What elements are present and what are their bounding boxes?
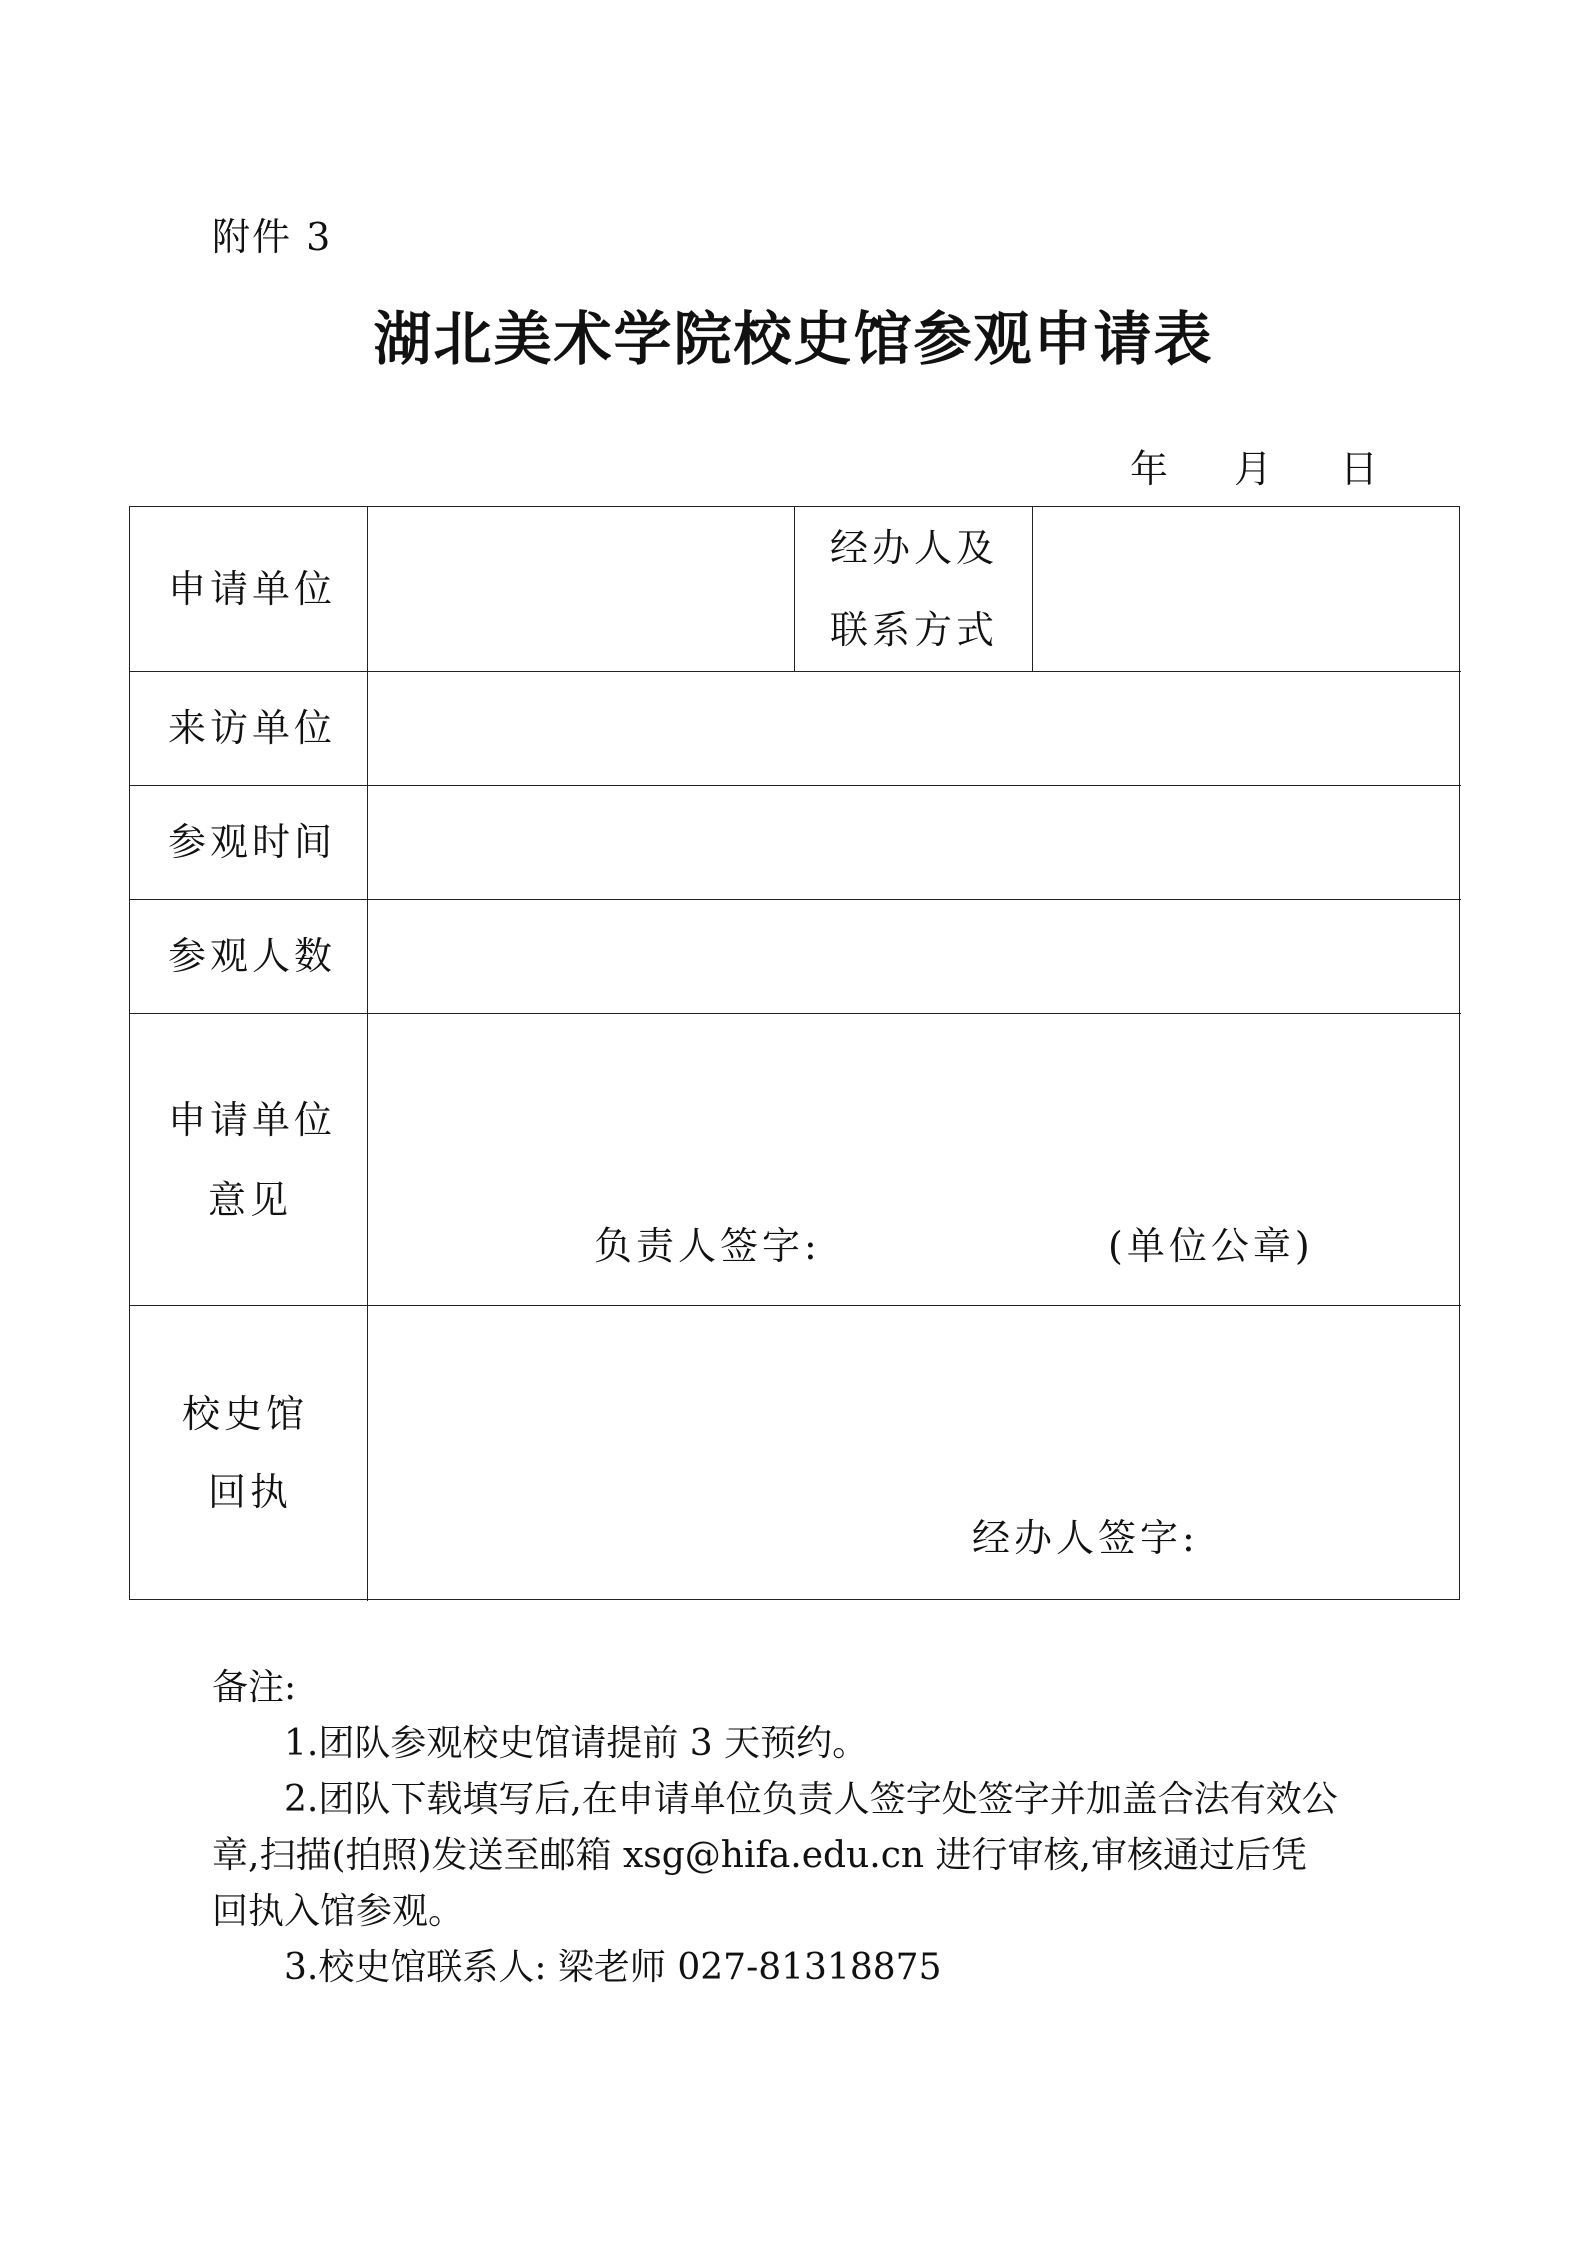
visitor-count-field[interactable] [370,902,1459,1012]
visit-time-label: 参观时间 [168,820,337,864]
receipt-field[interactable] [370,1308,1459,1599]
row-divider [130,671,1461,672]
unit-seal-label: (单位公章) [1108,1224,1314,1268]
visit-time-field[interactable] [370,788,1459,898]
attachment-label: 附件 3 [212,215,333,259]
row-divider [130,1013,1461,1014]
opinion-label-line2: 意见 [208,1178,293,1222]
receipt-label-line1: 校史馆 [182,1392,309,1436]
visiting-unit-label: 来访单位 [168,706,337,750]
applicant-unit-label: 申请单位 [168,567,337,611]
note-item-2-line3: 回执入馆参观。 [212,1891,465,1932]
column-divider [794,507,795,671]
contact-label-line2: 联系方式 [830,608,999,652]
date-month-label: 月 [1234,447,1273,491]
notes-section [212,1660,1392,1996]
date-day-label: 日 [1340,447,1379,491]
responsible-signature-label: 负责人签字: [594,1224,821,1268]
column-divider [1032,507,1033,671]
contact-label-line1: 经办人及 [830,526,999,570]
visiting-unit-field[interactable] [370,674,1459,784]
receipt-label-line2: 回执 [208,1470,293,1514]
row-divider [130,1305,1461,1306]
page-title: 湖北美术学院校史馆参观申请表 [373,305,1214,373]
note-item-3: 3.校史馆联系人: 梁老师 027-81318875 [284,1947,942,1988]
applicant-unit-field[interactable] [370,509,792,669]
notes-heading: 备注: [212,1667,297,1708]
label-column-divider [367,507,368,1601]
contact-field[interactable] [1035,509,1459,669]
handler-signature-label: 经办人签字: [972,1516,1199,1560]
row-divider [130,785,1461,786]
row-divider [130,899,1461,900]
application-form-table [129,506,1460,1600]
opinion-label-line1: 申请单位 [168,1098,337,1142]
date-year-label: 年 [1130,447,1169,491]
note-item-1: 1.团队参观校史馆请提前 3 天预约。 [284,1723,869,1764]
note-item-2-line2: 章,扫描(拍照)发送至邮箱 xsg@hifa.edu.cn 进行审核,审核通过后凭 [212,1835,1307,1876]
visitor-count-label: 参观人数 [168,934,337,978]
note-item-2-line1: 2.团队下载填写后,在申请单位负责人签字处签字并加盖合法有效公 [284,1779,1338,1820]
